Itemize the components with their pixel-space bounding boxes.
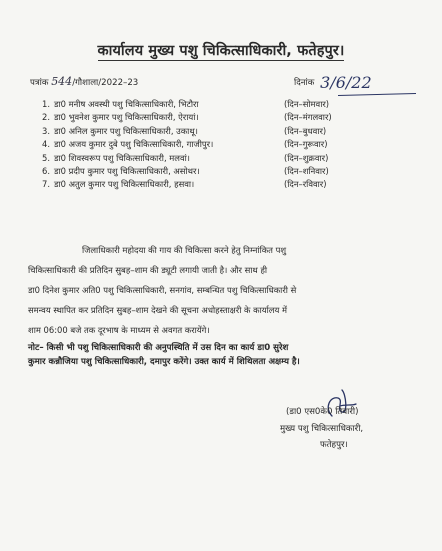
list-item <box>42 139 422 152</box>
officer-name: डा0 प्रदीप कुमार पशु चिकित्साधिकारी, असोथर। <box>54 165 200 176</box>
date-underline <box>338 93 416 96</box>
letter-date <box>294 70 372 92</box>
body-line: समन्वय स्थापित कर प्रतिदिन सुबह–शाम देखने की सूचना अधोहस्ताक्षरी के कार्यालय में <box>28 305 287 315</box>
body-line: डा0 दिनेश कुमार अति0 पशु चिकित्साधिकारी, सनगांव, सम्बन्धित पशु चिकित्साधिकारी से <box>28 285 297 295</box>
list-item-number: 3. <box>42 125 50 136</box>
reference-number-value: 544 <box>51 75 73 88</box>
officer-name: डा0 अतुल कुमार पशु चिकित्साधिकारी, हसवा। <box>54 179 195 190</box>
date-value: 3/6/22 <box>320 73 372 92</box>
list-item-number: 6. <box>42 165 50 176</box>
reference-suffix: /गौशाला/2022–23 <box>72 78 139 88</box>
body-paragraph <box>28 240 420 340</box>
duty-day: (दिन–रविवार) <box>284 179 327 190</box>
date-label: दिनांक <box>294 78 315 88</box>
body-line: चिकित्साधिकारी की प्रतिदिन सुबह–शाम की ड्यूटी लगायी जाती है। और साथ ही <box>28 265 268 275</box>
list-item-number: 2. <box>42 112 50 123</box>
duty-day: (दिन–शनिवार) <box>284 165 329 176</box>
list-item <box>42 166 422 179</box>
list-item-number: 5. <box>42 152 50 163</box>
officer-name: डा0 भुवनेश कुमार पशु चिकित्साधिकारी, ऐरायां। <box>54 112 199 123</box>
duty-day: (दिन–शुक्रवार) <box>284 152 329 163</box>
signatory-designation: मुख्य पशु चिकित्साधिकारी, <box>280 423 364 434</box>
reference-prefix: पत्रांक <box>30 78 49 88</box>
officer-name: डा0 अनिल कुमार पशु चिकित्साधिकारी, उकाथू। <box>54 125 198 136</box>
officer-name: डा0 मनीष अवस्थी पशु चिकित्साधिकारी, भिटौरा <box>54 99 199 109</box>
duty-day: (दिन–मंगलवार) <box>284 112 332 123</box>
note-paragraph <box>28 341 420 369</box>
body-line: शाम 06:00 बजे तक दूरभाष के माध्यम से अवगत करायेंगे। <box>28 325 210 335</box>
list-item-number: 4. <box>42 139 50 150</box>
list-item <box>42 179 422 192</box>
list-item <box>42 153 422 166</box>
reference-number <box>30 75 138 88</box>
officer-name: डा0 शिवस्वरूप पशु चिकित्साधिकारी, मलवां। <box>54 152 190 163</box>
officer-list <box>42 99 422 193</box>
signatory-place: फतेहपुर। <box>320 440 348 450</box>
office-title-text: कार्यालय मुख्य पशु चिकित्साधिकारी, फतेहपुर। <box>97 43 345 59</box>
signature-block <box>280 404 420 454</box>
list-item <box>42 112 422 125</box>
duty-day: (दिन–बुधवार) <box>284 125 327 136</box>
list-item <box>42 126 422 139</box>
office-title <box>0 40 442 60</box>
list-item-number: 7. <box>42 179 50 190</box>
body-line: जिलाधिकारी महोदया की गाय की चिकित्सा करने हेतु निम्नांकित पशु <box>82 245 287 255</box>
officer-name: डा0 अजय कुमार दुबे पशु चिकित्साधिकारी, गाजीपुर। <box>54 139 214 150</box>
duty-day: (दिन–सोमवार) <box>284 99 330 109</box>
note-line: कुमार कन्नौजिया पशु चिकित्साधिकारी, दमापुर करेंगे। उक्त कार्य में शिथिलता अक्षम्य है। <box>28 357 300 367</box>
list-item <box>42 99 422 112</box>
duty-day: (दिन–गुरूवार) <box>284 139 328 150</box>
signatory-name: (डा0 एस0के0 तिवारी) <box>286 407 359 417</box>
list-item-number: 1. <box>42 99 50 109</box>
note-line: नोट– किसी भी पशु चिकित्साधिकारी की अनुपस्थिति में उस दिन का कार्य डा0 सुरेश <box>28 343 289 353</box>
